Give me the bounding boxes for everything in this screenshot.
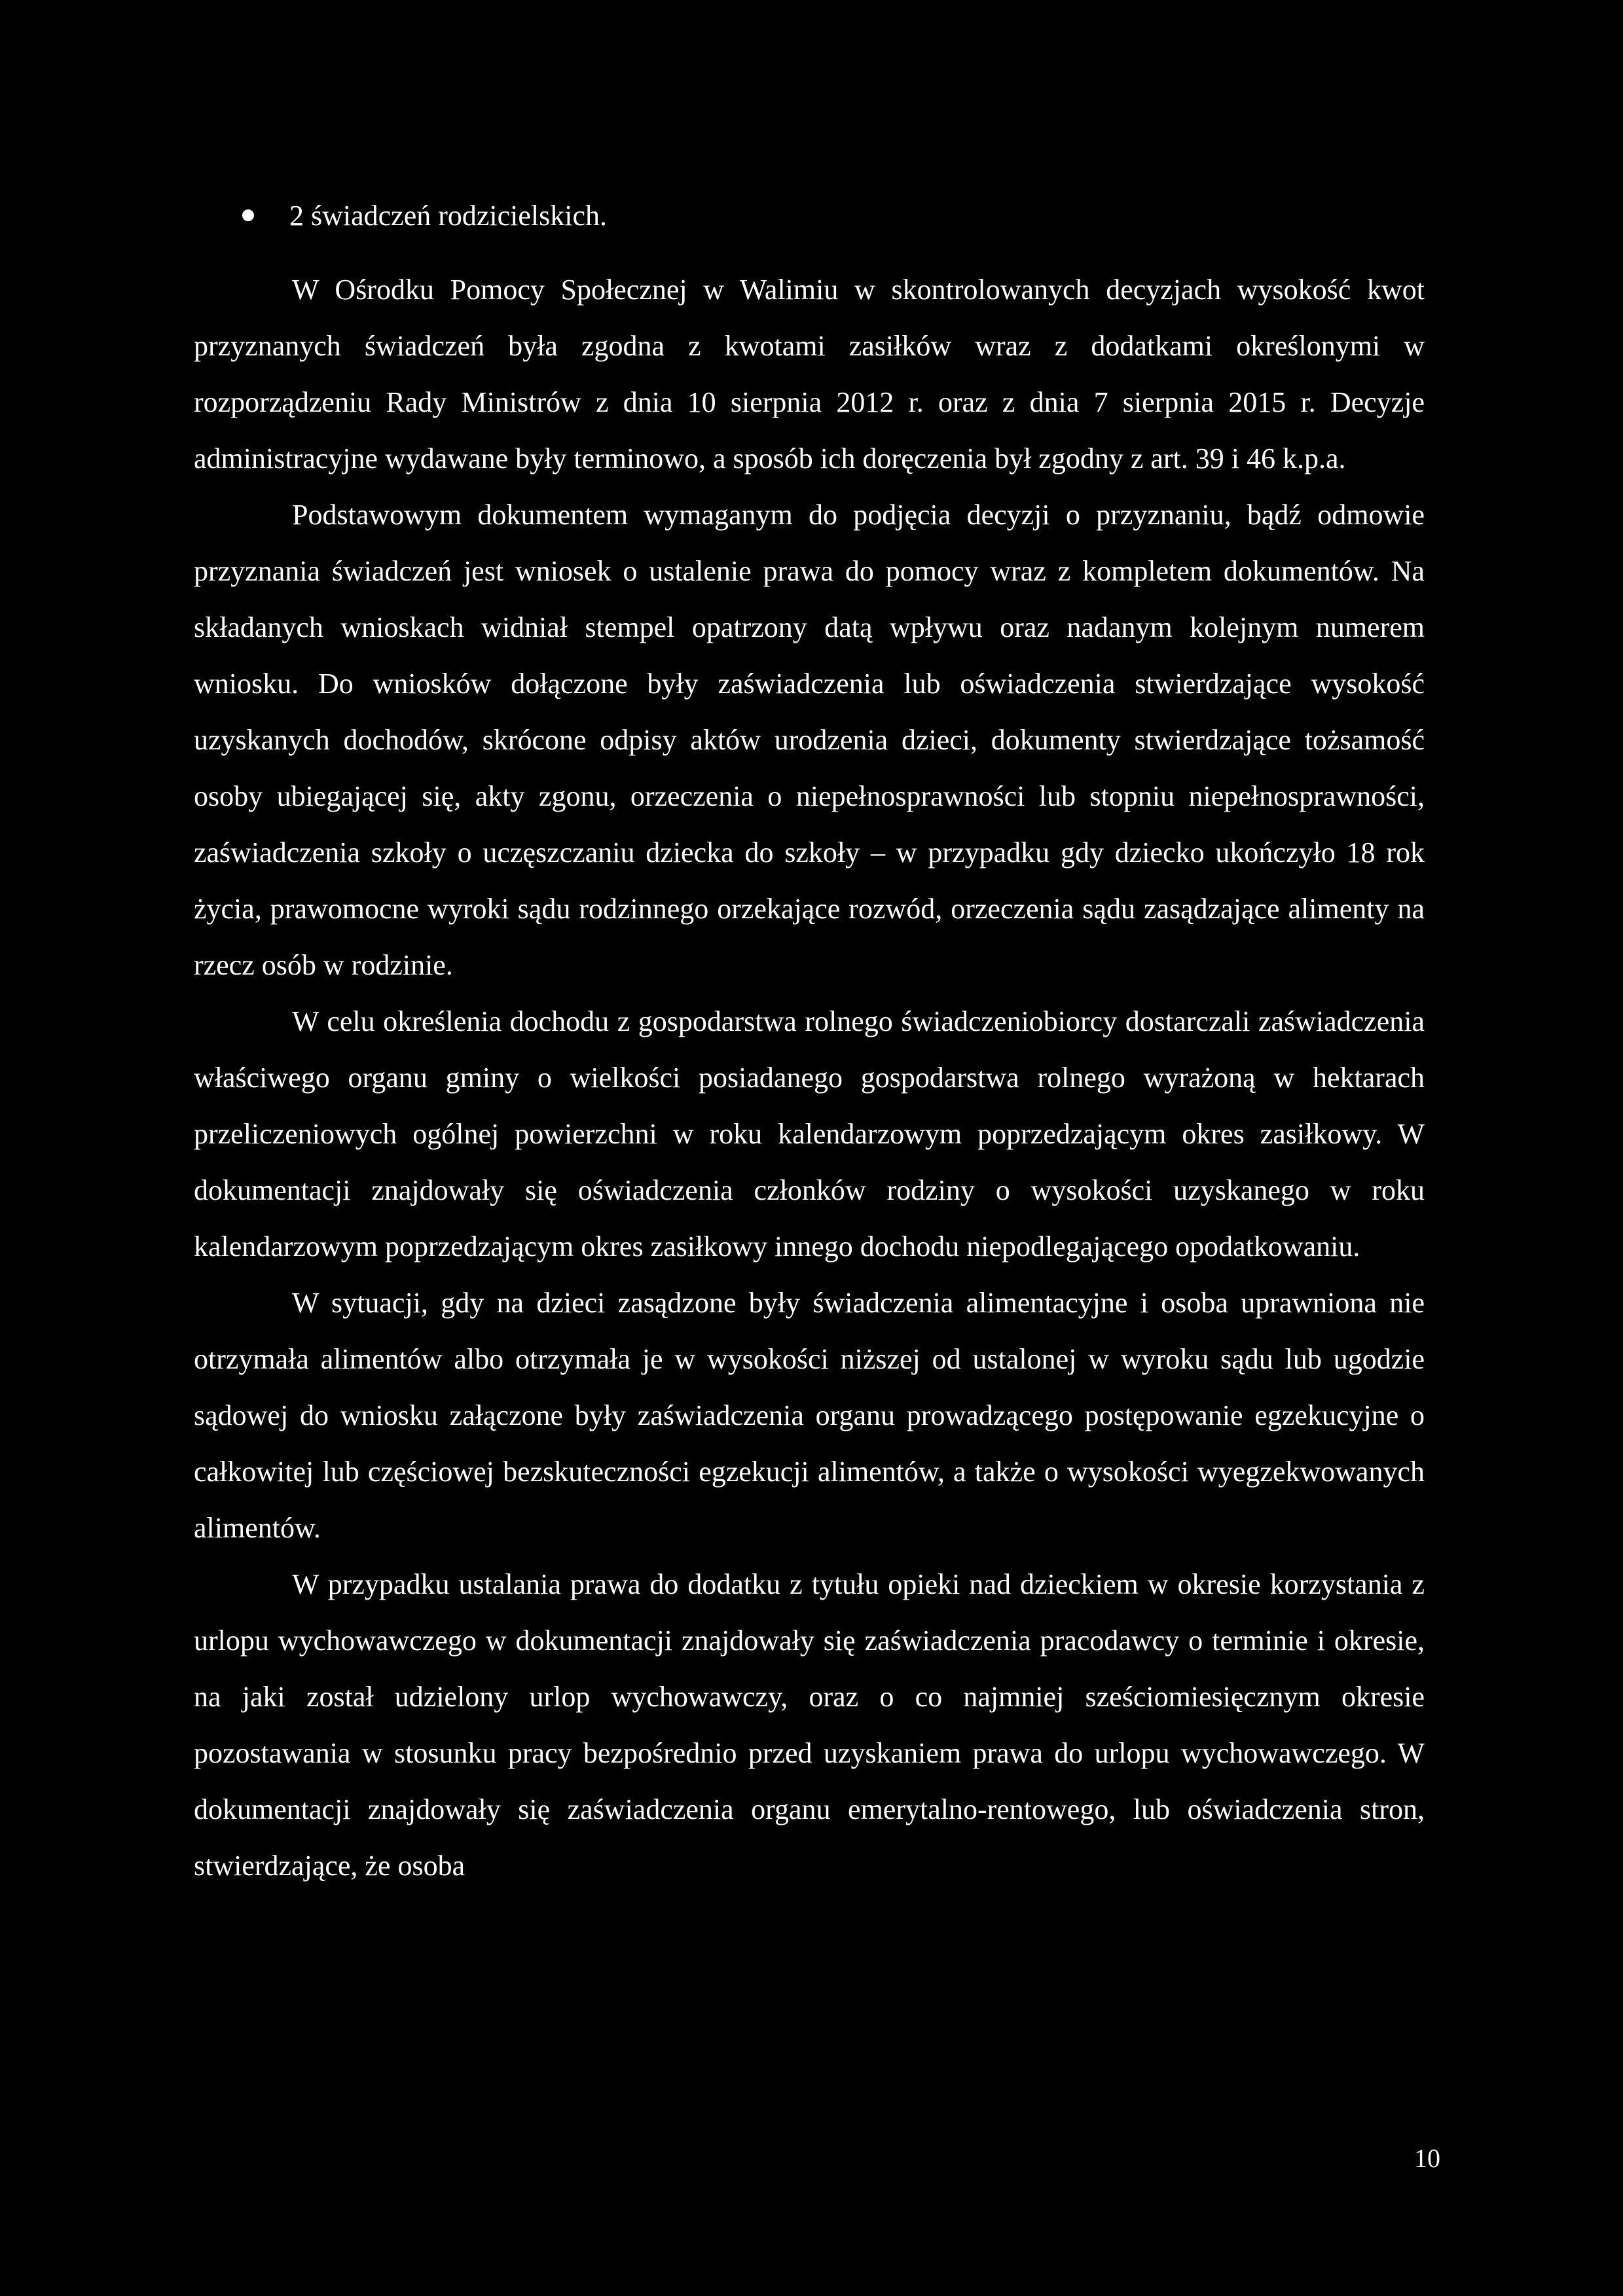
paragraph: W przypadku ustalania prawa do dodatku z tytułu opieki nad dzieckiem w okresie korzystania z urlopu wychowawczego w dokumentacji znajdowały się zaświadczenia pracodawcy o terminie i okresie, na jaki został udzielony urlop wychowawczy, oraz o co najmniej sześciomiesięcznym okresie pozostawania w stosunku pracy bezpośrednio przed uzyskaniem prawa do urlopu wychowawczego. W dokumentacji znajdowały się zaświadczenia organu emerytalno-rentowego, lub oświadczenia stron, stwierdzające, że osoba — [194, 1568, 1425, 1882]
bullet-item-text: 2 świadczeń rodzicielskich. — [289, 200, 608, 232]
page-number: 10 — [1414, 2144, 1440, 2173]
paragraph: W Ośrodku Pomocy Społecznej w Walimiu w skontrolowanych decyzjach wysokość kwot przyznanych świadczeń była zgodna z kwotami zasiłków wraz z dodatkami określonymi w rozporządzeniu Rady Ministrów z dnia 10 sierpnia 2012 r. oraz z dnia 7 sierpnia 2015 r. Decyzje administracyjne wydawane były terminowo, a sposób ich doręczenia był zgodny z art. 39 i 46 k.p.a. — [194, 274, 1425, 475]
paragraph: W celu określenia dochodu z gospodarstwa rolnego świadczeniobiorcy dostarczali zaświadczenia właściwego organu gminy o wielkości posiadanego gospodarstwa rolnego wyrażoną w hektarach przeliczeniowych ogólnej powierzchni w roku kalendarzowym poprzedzającym okres zasiłkowy. W dokumentacji znajdowały się oświadczenia członków rodziny o wysokości uzyskanego w roku kalendarzowym poprzedzającym okres zasiłkowy innego dochodu niepodlegającego opodatkowaniu. — [194, 1005, 1425, 1263]
bullet-list-item — [242, 194, 1421, 238]
paragraph: W sytuacji, gdy na dzieci zasądzone były świadczenia alimentacyjne i osoba uprawniona nie otrzymała alimentów albo otrzymała je w wysokości niższej od ustalonej w wyroku sądu lub ugodzie sądowej do wniosku załączone były zaświadczenia organu prowadzącego postępowanie egzekucyjne o całkowitej lub częściowej bezskuteczności egzekucji alimentów, a także o wysokości wyegzekwowanych alimentów. — [194, 1287, 1425, 1544]
body-text — [194, 262, 1425, 1894]
bullet-icon — [242, 209, 254, 221]
paragraph: Podstawowym dokumentem wymaganym do podjęcia decyzji o przyznaniu, bądź odmowie przyznania świadczeń jest wniosek o ustalenie prawa do pomocy wraz z kompletem dokumentów. Na składanych wnioskach widniał stempel opatrzony datą wpływu oraz nadanym kolejnym numerem wniosku. Do wniosków dołączone były zaświadczenia lub oświadczenia stwierdzające wysokość uzyskanych dochodów, skrócone odpisy aktów urodzenia dzieci, dokumenty stwierdzające tożsamość osoby ubiegającej się, akty zgonu, orzeczenia o niepełnosprawności lub stopniu niepełnosprawności, zaświadczenia szkoły o uczęszczaniu dziecka do szkoły – w przypadku gdy dziecko ukończyło 18 rok życia, prawomocne wyroki sądu rodzinnego orzekające rozwód, orzeczenia sądu zasądzające alimenty na rzecz osób w rodzinie. — [194, 499, 1425, 981]
